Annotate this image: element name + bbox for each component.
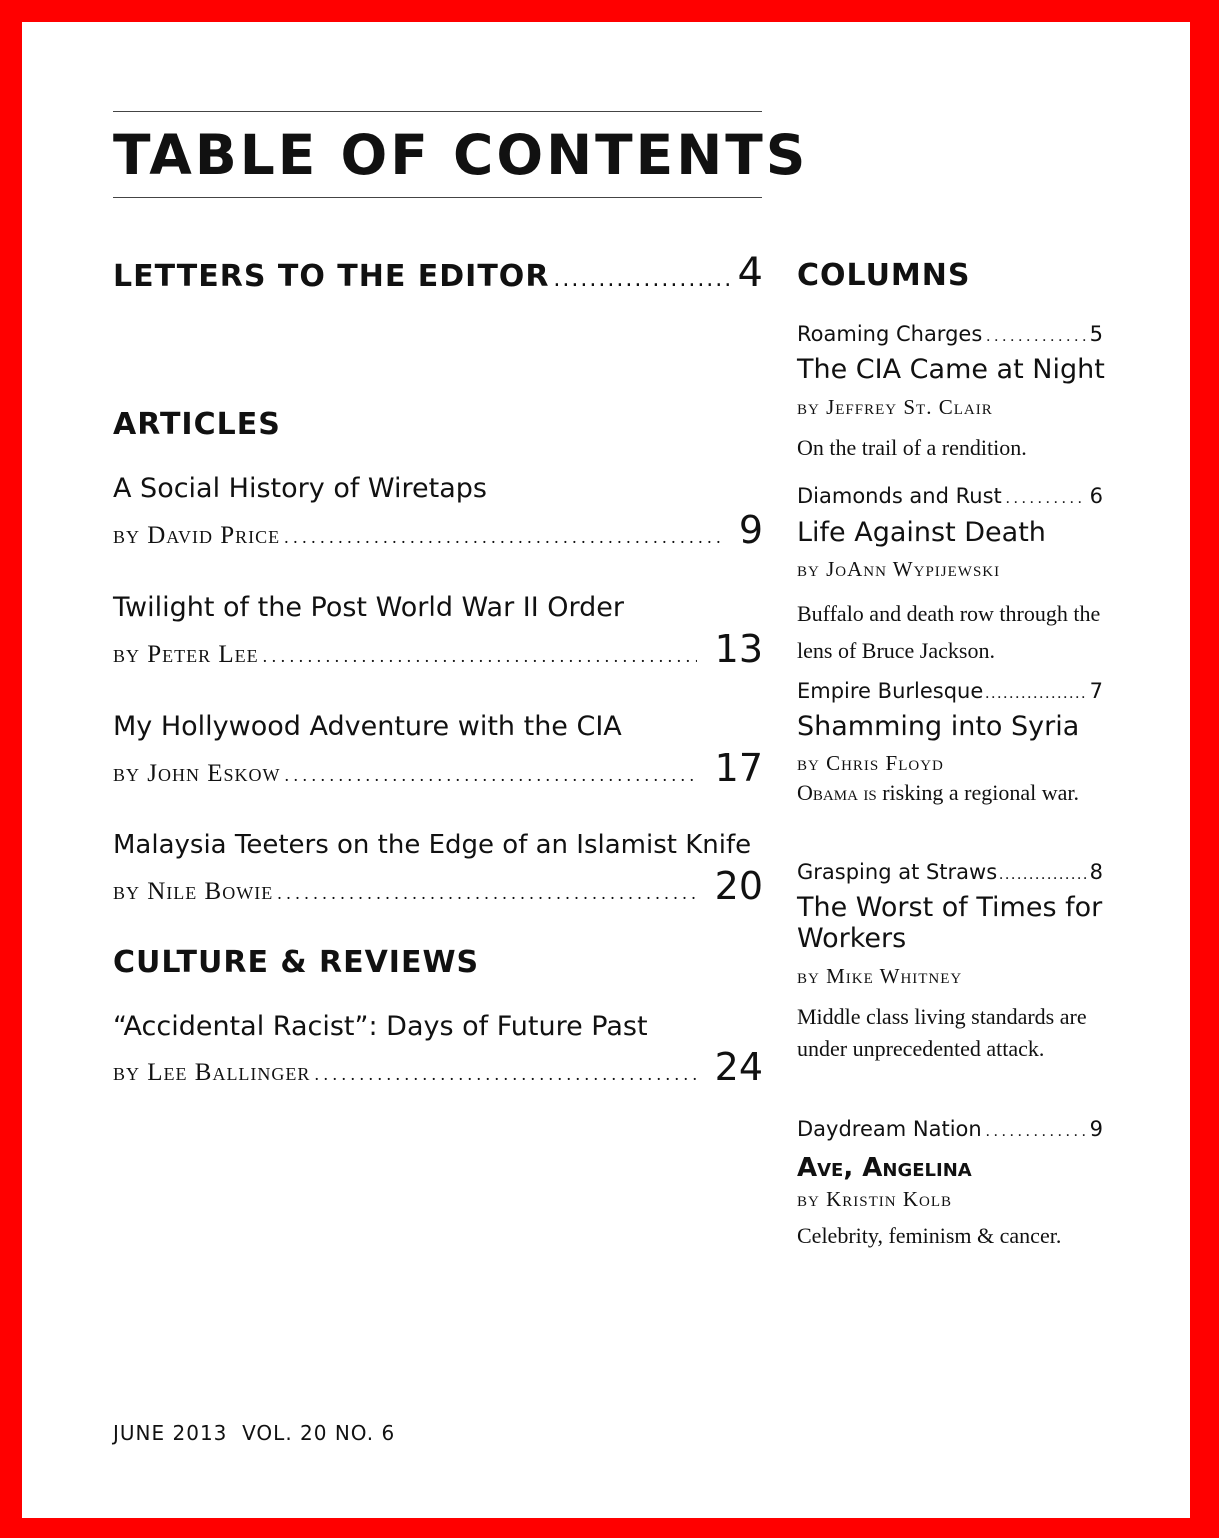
article-byline-row: [113, 746, 763, 790]
article-byline: by David Price: [113, 522, 281, 549]
column-department: Diamonds and Rust: [797, 484, 1002, 508]
dot-leader: [985, 685, 1087, 703]
column-byline: by Kristin Kolb: [797, 1187, 953, 1211]
article-byline: by Nile Bowie: [113, 878, 274, 905]
letters-entry[interactable]: [113, 250, 763, 297]
letters-page: 4: [737, 250, 763, 296]
review-title[interactable]: “Accidental Racist”: Days of Future Past: [113, 1011, 648, 1042]
dot-leader: [986, 1123, 1086, 1141]
column-department-row[interactable]: [797, 1117, 1103, 1141]
column-page: 9: [1089, 1117, 1103, 1141]
column-description: [797, 777, 1087, 808]
dot-leader: [284, 527, 721, 548]
article-byline-row: [113, 627, 763, 671]
dot-leader: [986, 328, 1085, 346]
column-description-rest: risking a regional war.: [882, 780, 1079, 805]
article-byline-row: [113, 864, 763, 908]
column-byline: by JoAnn Wypijewski: [797, 557, 1001, 581]
column-department: Daydream Nation: [797, 1117, 982, 1141]
column-title[interactable]: Life Against Death: [797, 517, 1046, 548]
column-department: Empire Burlesque: [797, 679, 984, 703]
column-description: Middle class living standards are under unprecedented attack.: [797, 1004, 1087, 1061]
article-title[interactable]: Twilight of the Post World War II Order: [113, 592, 624, 623]
column-title[interactable]: Shamming into Syria: [797, 711, 1080, 742]
dot-leader: [314, 1064, 696, 1085]
article-byline: by John Eskow: [113, 760, 281, 787]
article-title[interactable]: My Hollywood Adventure with the CIA: [113, 711, 622, 742]
page-title: TABLE OF CONTENTS: [113, 123, 809, 187]
dot-leader: [553, 267, 733, 292]
review-page: 24: [714, 1045, 763, 1089]
column-description: On the trail of a rendition.: [797, 435, 1027, 460]
column-byline: by Chris Floyd: [797, 751, 944, 775]
dot-leader: [1006, 490, 1086, 508]
article-title[interactable]: A Social History of Wiretaps: [113, 473, 487, 504]
title-top-rule: [113, 111, 762, 112]
column-title[interactable]: The CIA Came at Night: [797, 354, 1105, 385]
dot-leader: [277, 883, 696, 904]
column-byline: by Mike Whitney: [797, 964, 963, 988]
article-byline: by Peter Lee: [113, 641, 259, 668]
columns-heading: COLUMNS: [797, 258, 971, 293]
article-page: 17: [714, 746, 763, 790]
dot-leader: [263, 646, 697, 667]
column-department-row[interactable]: [797, 322, 1103, 346]
culture-heading: CULTURE & REVIEWS: [113, 945, 480, 980]
article-title[interactable]: Malaysia Teeters on the Edge of an Islamist Knife: [113, 830, 752, 860]
column-title[interactable]: The Worst of Times for Workers: [797, 892, 1103, 954]
article-byline-row: [113, 508, 763, 552]
title-bottom-rule: [113, 197, 762, 198]
dot-leader: [285, 765, 697, 786]
column-page: 5: [1089, 322, 1103, 346]
letters-label: LETTERS TO THE EDITOR: [113, 259, 550, 294]
review-byline-row: [113, 1045, 763, 1089]
column-page: 8: [1089, 860, 1103, 884]
column-department-row[interactable]: [797, 860, 1103, 884]
article-page: 9: [738, 508, 763, 552]
issue-info: JUNE 2013 VOL. 20 NO. 6: [113, 1421, 396, 1445]
column-description: Celebrity, feminism & cancer.: [797, 1223, 1062, 1248]
article-page: 20: [714, 864, 763, 908]
column-department: Roaming Charges: [797, 322, 983, 346]
article-page: 13: [714, 627, 763, 671]
dot-leader: [999, 866, 1087, 884]
column-title[interactable]: Ave, Angelina: [797, 1153, 972, 1183]
column-description-lead: Obama is: [797, 780, 877, 805]
column-department-row[interactable]: [797, 484, 1103, 508]
column-department: Grasping at Straws: [797, 860, 998, 884]
column-department-row[interactable]: [797, 679, 1103, 703]
column-byline: by Jeffrey St. Clair: [797, 395, 993, 419]
column-page: 6: [1089, 484, 1103, 508]
review-byline: by Lee Ballinger: [113, 1059, 311, 1086]
column-description: Buffalo and death row through the lens of Bruce Jackson.: [797, 601, 1101, 663]
articles-heading: ARTICLES: [113, 407, 281, 442]
column-page: 7: [1089, 679, 1103, 703]
